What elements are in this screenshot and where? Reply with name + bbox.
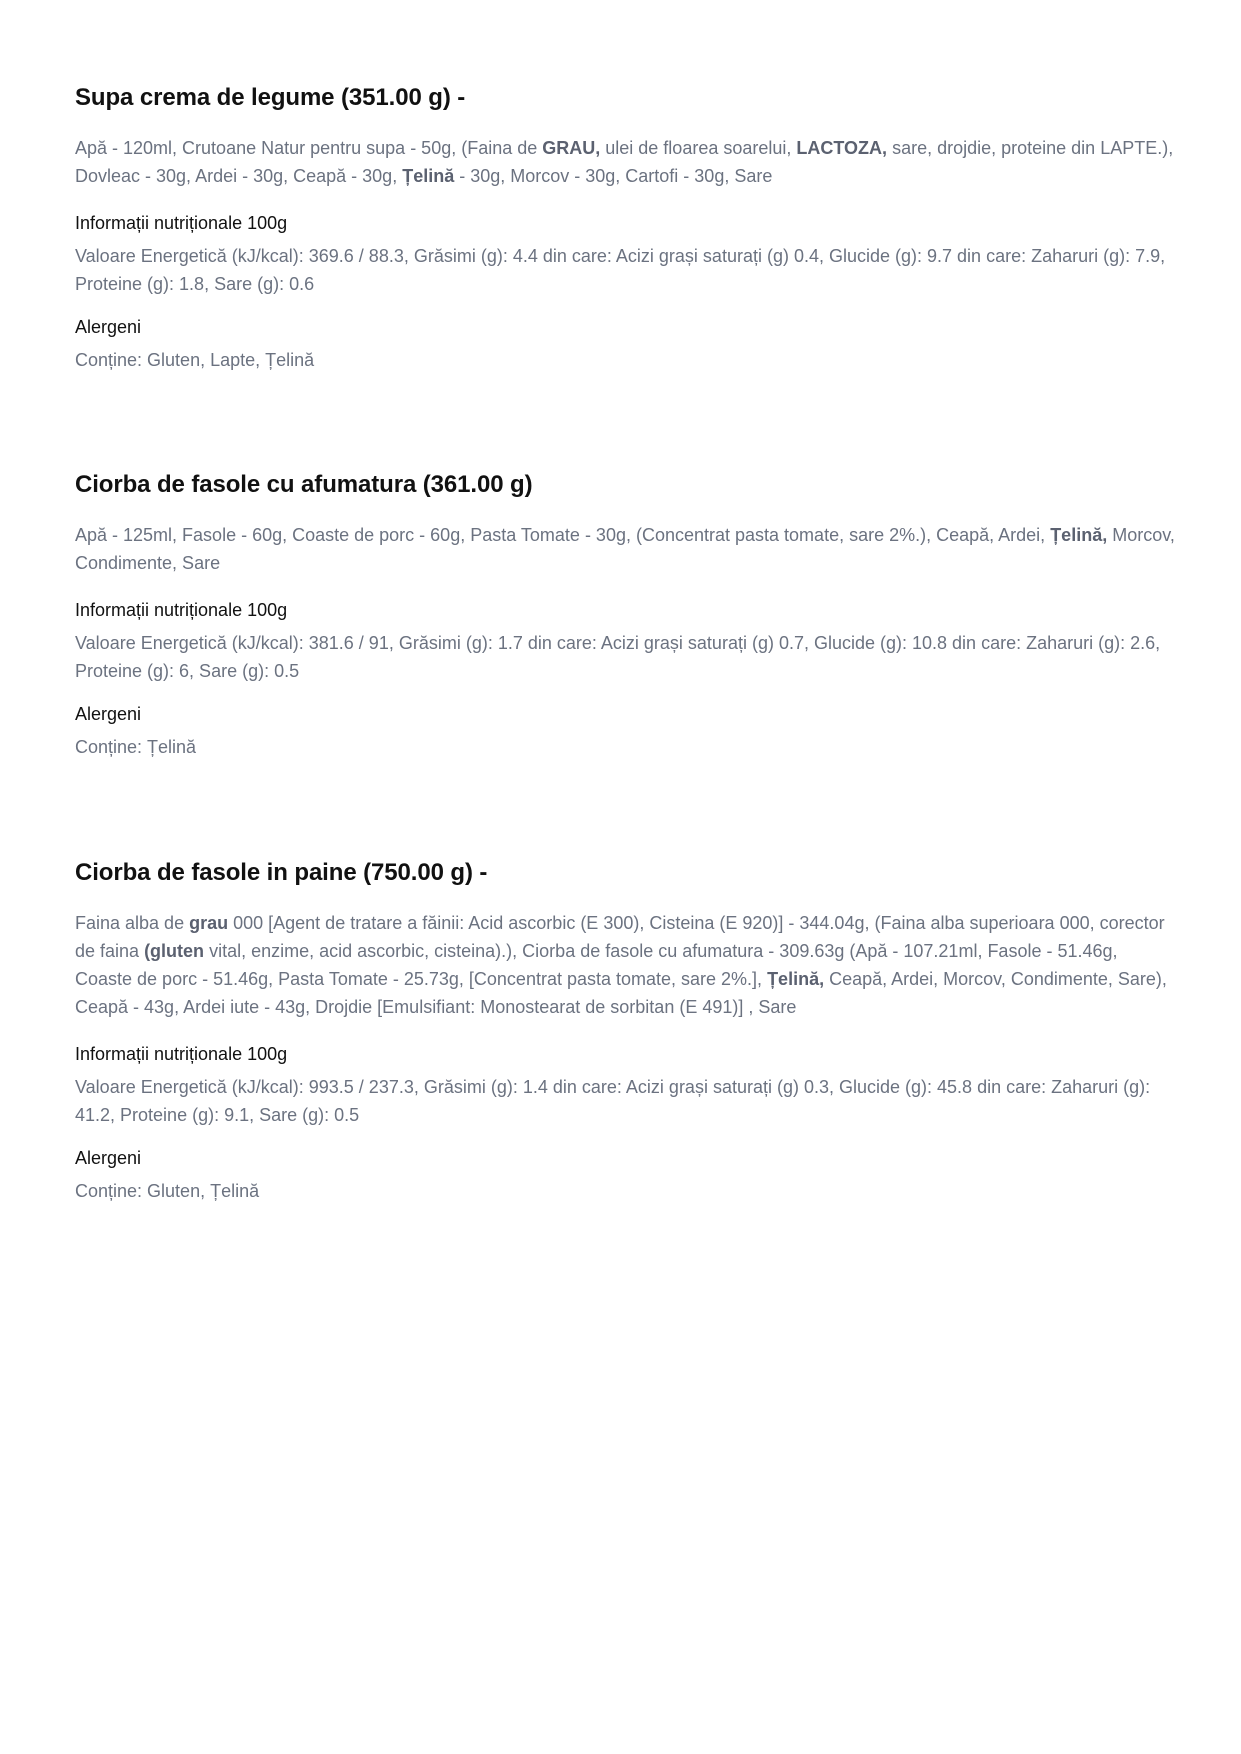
ingredient-run: Apă - 120ml, Crutoane Natur pentru supa - 50g, (Faina de [75, 138, 543, 158]
product-card [75, 469, 1175, 757]
allergen-highlight: GRAU, [542, 138, 601, 158]
ingredients-text [75, 134, 1175, 190]
allergens-text: Conține: Gluten, Lapte, Țelină [75, 350, 315, 370]
allergens-label: Alergeni [75, 704, 142, 724]
nutrition-label: Informații nutriționale 100g [75, 600, 288, 620]
nutrition-text: Valoare Energetică (kJ/kcal): 369.6 / 88.3, Grăsimi (g): 4.4 din care: Acizi grași saturați (g) 0.4, Glucide (g): 9.7 din care: Zaharuri (g): 7.9, Proteine (g): 1.8, Sare (g): 0.6 [75, 246, 1166, 294]
product-title: Supa crema de legume (351.00 g) - [75, 84, 466, 111]
nutrition-label: Informații nutriționale 100g [75, 213, 288, 233]
ingredient-run: Apă - 125ml, Fasole - 60g, Coaste de porc - 60g, Pasta Tomate - 30g, (Concentrat pasta tomate, sare 2%.), Ceapă, Ardei, [75, 525, 1051, 545]
ingredient-run: sare, drojdie, proteine din LAPTE.), Dovleac - 30g, Ardei - 30g, Ceapă - 30g, [75, 138, 1174, 186]
allergens-label: Alergeni [75, 1148, 142, 1168]
allergen-highlight: LACTOZA, [796, 138, 888, 158]
allergens-label: Alergeni [75, 317, 142, 337]
allergens-text: Conține: Gluten, Țelină [75, 1181, 260, 1201]
product-card [75, 857, 1175, 1201]
allergen-highlight: Țelină, [1050, 525, 1108, 545]
ingredients-text [75, 521, 1175, 577]
ingredient-run: vital, enzime, acid ascorbic, cisteina).), Ciorba de fasole cu afumatura - 309.63g (Apă - 107.21ml, Fasole - 51.46g, Coaste de porc - 51.46g, Pasta Tomate - 25.73g, [Concentrat pasta tomate, sare 2%.], [75, 941, 1118, 989]
allergen-highlight: grau [189, 913, 229, 933]
nutrition-text: Valoare Energetică (kJ/kcal): 381.6 / 91, Grăsimi (g): 1.7 din care: Acizi grași saturați (g) 0.7, Glucide (g): 10.8 din care: Zaharuri (g): 2.6, Proteine (g): 6, Sare (g): 0.5 [75, 633, 1161, 681]
allergens-text: Conține: Țelină [75, 737, 197, 757]
product-title: Ciorba de fasole in paine (750.00 g) - [75, 859, 488, 886]
nutrition-label: Informații nutriționale 100g [75, 1044, 288, 1064]
product-title: Ciorba de fasole cu afumatura (361.00 g) [75, 471, 533, 498]
ingredient-run: - 30g, Morcov - 30g, Cartofi - 30g, Sare [454, 166, 773, 186]
ingredient-run: 000 [Agent de tratare a făinii: Acid ascorbic (E 300), Cisteina (E 920)] - 344.04g, (Faina alba superioara 000, corector de faina [75, 913, 1165, 961]
ingredients-text [75, 909, 1175, 1021]
nutrition-text: Valoare Energetică (kJ/kcal): 993.5 / 237.3, Grăsimi (g): 1.4 din care: Acizi grași saturați (g) 0.3, Glucide (g): 45.8 din care: Zaharuri (g): 41.2, Proteine (g): 9.1, Sare (g): 0.5 [75, 1077, 1151, 1125]
allergen-highlight: Țelină, [767, 969, 825, 989]
ingredient-run: Morcov, Condimente, Sare [75, 525, 1175, 573]
allergen-highlight: Țelină [402, 166, 455, 186]
allergen-highlight: (gluten [144, 941, 205, 961]
ingredient-run: Faina alba de [75, 913, 190, 933]
ingredient-run: Ceapă, Ardei, Morcov, Condimente, Sare), Ceapă - 43g, Ardei iute - 43g, Drojdie [Emulsifiant: Monostearat de sorbitan (E 491)] , Sare [75, 969, 1167, 1017]
ingredient-run: ulei de floarea soarelui, [600, 138, 797, 158]
product-card [75, 82, 1175, 370]
